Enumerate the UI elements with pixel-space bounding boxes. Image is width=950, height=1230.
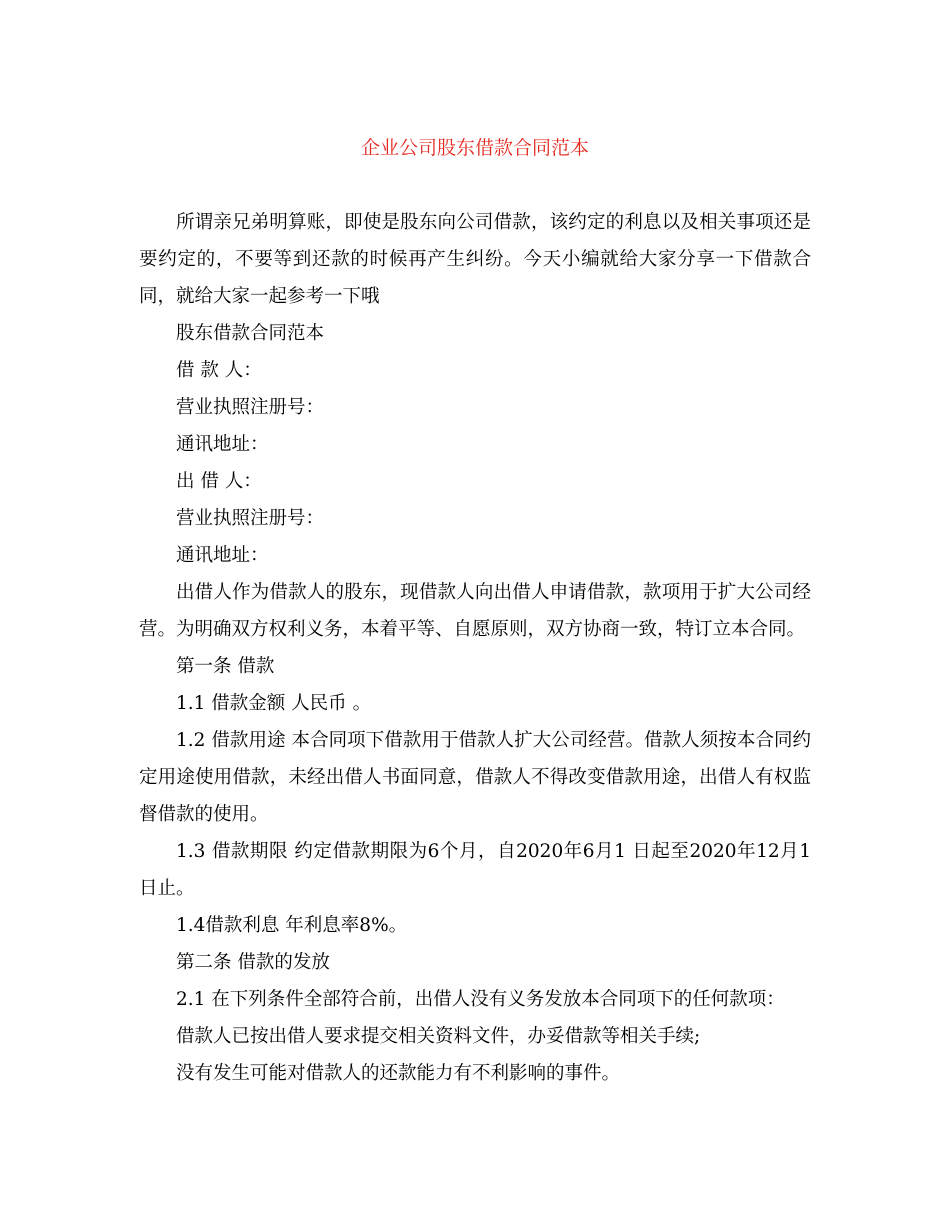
condition-item: 借款人已按出借人要求提交相关资料文件，办妥借款等相关手续; [176, 1026, 701, 1047]
clause-1-2: 1.2 借款用途 本合同项下借款用于借款人扩大公司经营。借款人须按本合同约定用途使用借款，未经出借人书面同意，借款人不得改变借款用途，出借人有权监督借款的使用。 [139, 730, 811, 825]
borrower-field: 借 款 人： [176, 360, 262, 381]
clause-1-1: 1.1 借款金额 人民币 。 [176, 693, 372, 714]
lender-license-field: 营业执照注册号： [176, 508, 325, 529]
lender-field: 出 借 人： [176, 471, 262, 492]
condition-item: 没有发生可能对借款人的还款能力有不利影响的事件。 [176, 1063, 621, 1084]
article-2-heading: 第二条 借款的发放 [176, 952, 330, 973]
document-body [139, 204, 811, 1092]
intro-paragraph: 所谓亲兄弟明算账，即使是股东向公司借款，该约定的利息以及相关事项还是要约定的，不要等到还款的时候再产生纠纷。今天小编就给大家分享一下借款合同，就给大家一起参考一下哦 [139, 212, 811, 307]
article-1-heading: 第一条 借款 [176, 656, 275, 677]
clause-1-3: 1.3 借款期限 约定借款期限为6个月，自2020年6月1 日起至2020年12月1日止。 [139, 841, 811, 899]
lender-address-field: 通讯地址： [176, 545, 269, 566]
preamble-paragraph: 出借人作为借款人的股东，现借款人向出借人申请借款，款项用于扩大公司经营。为明确双方权利义务，本着平等、自愿原则，双方协商一致，特订立本合同。 [139, 582, 811, 640]
clause-1-4: 1.4借款利息 年利息率8%。 [176, 915, 408, 936]
borrower-license-field: 营业执照注册号： [176, 397, 325, 418]
contract-heading: 股东借款合同范本 [176, 323, 325, 344]
clause-2-1: 2.1 在下列条件全部符合前，出借人没有义务发放本合同项下的任何款项： [176, 989, 785, 1010]
borrower-address-field: 通讯地址： [176, 434, 269, 455]
document-title: 企业公司股东借款合同范本 [360, 137, 589, 159]
